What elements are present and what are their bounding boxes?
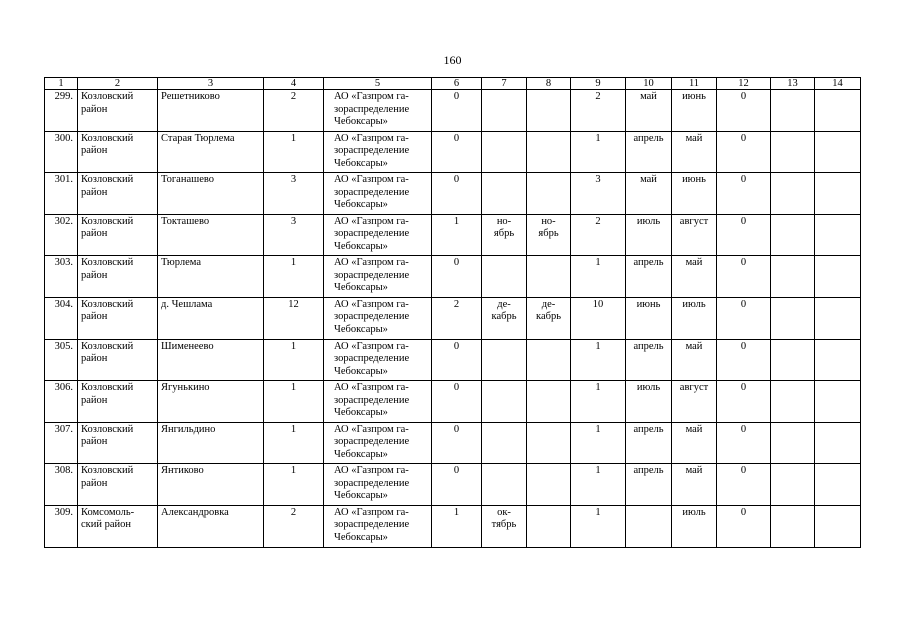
cell-line: ский район bbox=[81, 519, 132, 531]
cell-line: Чебоксары» bbox=[334, 531, 388, 543]
organization-cell bbox=[324, 422, 432, 464]
district-cell bbox=[78, 131, 158, 173]
col-12-cell: 0 bbox=[717, 214, 771, 256]
cell-line: но- bbox=[541, 215, 556, 227]
col-11-cell: май bbox=[672, 131, 717, 173]
col-8-cell bbox=[527, 90, 571, 132]
col-12-cell: 0 bbox=[717, 173, 771, 215]
col-8-cell bbox=[527, 422, 571, 464]
col-14-cell bbox=[815, 339, 861, 381]
settlement-cell: Александровка bbox=[158, 505, 264, 547]
organization-cell bbox=[324, 381, 432, 423]
col-7-cell bbox=[482, 131, 527, 173]
col-10-cell: июнь bbox=[626, 297, 672, 339]
settlement-cell: Ягунькино bbox=[158, 381, 264, 423]
col-13-cell bbox=[771, 339, 815, 381]
header-col-13: 13 bbox=[771, 78, 815, 90]
col-11-cell: август bbox=[672, 214, 717, 256]
table-row bbox=[45, 464, 861, 506]
col-10-cell: апрель bbox=[626, 422, 672, 464]
col-10-cell bbox=[626, 505, 672, 547]
col-8-cell bbox=[527, 297, 571, 339]
col-11-cell: май bbox=[672, 256, 717, 298]
organization-cell bbox=[324, 90, 432, 132]
col-7-cell bbox=[482, 339, 527, 381]
cell-line: кабрь bbox=[536, 311, 561, 323]
cell-line: Козловский bbox=[81, 298, 134, 310]
header-col-10: 10 bbox=[626, 78, 672, 90]
cell-line: район bbox=[81, 436, 108, 448]
col-11-cell: июль bbox=[672, 297, 717, 339]
cell-line: АО «Газпром га- bbox=[334, 382, 409, 394]
table-row bbox=[45, 214, 861, 256]
row-number: 300. bbox=[45, 131, 78, 173]
col-12-cell: 0 bbox=[717, 131, 771, 173]
col-9-cell: 1 bbox=[571, 381, 626, 423]
cell-line: АО «Газпром га- bbox=[334, 506, 409, 518]
col-8-cell bbox=[527, 131, 571, 173]
col-7-cell bbox=[482, 90, 527, 132]
table-row bbox=[45, 297, 861, 339]
col-11-cell: июнь bbox=[672, 90, 717, 132]
organization-cell bbox=[324, 173, 432, 215]
col-14-cell bbox=[815, 422, 861, 464]
organization-cell bbox=[324, 256, 432, 298]
district-cell bbox=[78, 214, 158, 256]
cell-line: зораспределение bbox=[334, 311, 410, 323]
col-6-cell: 0 bbox=[432, 173, 482, 215]
col-12-cell: 0 bbox=[717, 90, 771, 132]
col-8-cell bbox=[527, 339, 571, 381]
cell-line: АО «Газпром га- bbox=[334, 465, 409, 477]
col-6-cell: 0 bbox=[432, 381, 482, 423]
district-cell bbox=[78, 422, 158, 464]
col-7-cell bbox=[482, 214, 527, 256]
col-11-cell: июль bbox=[672, 505, 717, 547]
col-9-cell: 1 bbox=[571, 256, 626, 298]
header-col-9: 9 bbox=[571, 78, 626, 90]
cell-line: ябрь bbox=[538, 228, 559, 240]
col-8-cell bbox=[527, 256, 571, 298]
row-number: 309. bbox=[45, 505, 78, 547]
row-number: 301. bbox=[45, 173, 78, 215]
col-12-cell: 0 bbox=[717, 381, 771, 423]
district-cell bbox=[78, 464, 158, 506]
table-row bbox=[45, 422, 861, 464]
col-9-cell: 2 bbox=[571, 90, 626, 132]
cell-line: зораспределение bbox=[334, 103, 410, 115]
col-12-cell: 0 bbox=[717, 505, 771, 547]
settlement-cell: Старая Тюрлема bbox=[158, 131, 264, 173]
col-14-cell bbox=[815, 505, 861, 547]
district-cell bbox=[78, 256, 158, 298]
header-col-3: 3 bbox=[158, 78, 264, 90]
settlement-cell: Решетниково bbox=[158, 90, 264, 132]
row-number: 299. bbox=[45, 90, 78, 132]
cell-line: Чебоксары» bbox=[334, 407, 388, 419]
cell-line: АО «Газпром га- bbox=[334, 298, 409, 310]
cell-line: район bbox=[81, 103, 108, 115]
settlement-cell: Тюрлема bbox=[158, 256, 264, 298]
cell-line: тябрь bbox=[491, 519, 517, 531]
col-7-cell bbox=[482, 173, 527, 215]
col-10-cell: май bbox=[626, 90, 672, 132]
cell-line: район bbox=[81, 311, 108, 323]
col-7-cell bbox=[482, 464, 527, 506]
col-10-cell: апрель bbox=[626, 131, 672, 173]
cell-line: район bbox=[81, 228, 108, 240]
cell-line: Чебоксары» bbox=[334, 323, 388, 335]
col-4-cell: 1 bbox=[264, 131, 324, 173]
table-body bbox=[45, 90, 861, 548]
organization-cell bbox=[324, 505, 432, 547]
col-4-cell: 1 bbox=[264, 464, 324, 506]
col-4-cell: 2 bbox=[264, 505, 324, 547]
col-4-cell: 1 bbox=[264, 422, 324, 464]
col-4-cell: 1 bbox=[264, 381, 324, 423]
settlement-cell: Янгильдино bbox=[158, 422, 264, 464]
row-number: 306. bbox=[45, 381, 78, 423]
row-number: 303. bbox=[45, 256, 78, 298]
district-cell bbox=[78, 297, 158, 339]
col-6-cell: 0 bbox=[432, 464, 482, 506]
settlement-cell: Тоганашево bbox=[158, 173, 264, 215]
district-cell bbox=[78, 90, 158, 132]
col-11-cell: май bbox=[672, 422, 717, 464]
cell-line: АО «Газпром га- bbox=[334, 340, 409, 352]
cell-line: кабрь bbox=[491, 311, 517, 323]
col-11-cell: июнь bbox=[672, 173, 717, 215]
cell-line: Козловский bbox=[81, 382, 134, 394]
row-number: 308. bbox=[45, 464, 78, 506]
cell-line: район bbox=[81, 269, 108, 281]
col-12-cell: 0 bbox=[717, 422, 771, 464]
col-6-cell: 0 bbox=[432, 256, 482, 298]
col-13-cell bbox=[771, 173, 815, 215]
cell-line: зораспределение bbox=[334, 269, 410, 281]
row-number: 307. bbox=[45, 422, 78, 464]
col-14-cell bbox=[815, 256, 861, 298]
settlement-cell: Янтиково bbox=[158, 464, 264, 506]
cell-line: Козловский bbox=[81, 91, 134, 102]
header-col-6: 6 bbox=[432, 78, 482, 90]
col-12-cell: 0 bbox=[717, 339, 771, 381]
col-8-cell bbox=[527, 214, 571, 256]
col-8-cell bbox=[527, 381, 571, 423]
table-row bbox=[45, 90, 861, 132]
col-9-cell: 1 bbox=[571, 505, 626, 547]
cell-line: Чебоксары» bbox=[334, 490, 388, 502]
cell-line: район bbox=[81, 394, 108, 406]
col-14-cell bbox=[815, 131, 861, 173]
cell-line: Чебоксары» bbox=[334, 157, 388, 169]
col-7-cell bbox=[482, 422, 527, 464]
cell-line: зораспределение bbox=[334, 353, 410, 365]
col-8-cell bbox=[527, 464, 571, 506]
organization-cell bbox=[324, 297, 432, 339]
col-9-cell: 10 bbox=[571, 297, 626, 339]
col-13-cell bbox=[771, 422, 815, 464]
cell-line: ок- bbox=[497, 506, 511, 518]
col-13-cell bbox=[771, 90, 815, 132]
row-number: 304. bbox=[45, 297, 78, 339]
header-col-8: 8 bbox=[527, 78, 571, 90]
col-10-cell: апрель bbox=[626, 464, 672, 506]
settlement-cell: д. Чешлама bbox=[158, 297, 264, 339]
organization-cell bbox=[324, 214, 432, 256]
cell-line: де- bbox=[497, 298, 511, 310]
table-row bbox=[45, 256, 861, 298]
col-10-cell: апрель bbox=[626, 256, 672, 298]
header-col-14: 14 bbox=[815, 78, 861, 90]
col-12-cell: 0 bbox=[717, 297, 771, 339]
col-4-cell: 2 bbox=[264, 90, 324, 132]
cell-line: но- bbox=[496, 215, 512, 227]
cell-line: ябрь bbox=[493, 228, 515, 240]
cell-line: АО «Газпром га- bbox=[334, 174, 409, 186]
col-4-cell: 12 bbox=[264, 297, 324, 339]
cell-line: Козловский bbox=[81, 174, 134, 186]
cell-line: Козловский bbox=[81, 465, 134, 477]
page-number: 160 bbox=[443, 53, 462, 67]
organization-cell bbox=[324, 131, 432, 173]
row-number: 302. bbox=[45, 214, 78, 256]
col-10-cell: июль bbox=[626, 214, 672, 256]
col-6-cell: 1 bbox=[432, 505, 482, 547]
col-6-cell: 0 bbox=[432, 131, 482, 173]
organization-cell bbox=[324, 464, 432, 506]
header-col-12: 12 bbox=[717, 78, 771, 90]
col-4-cell: 3 bbox=[264, 173, 324, 215]
cell-line: Чебоксары» bbox=[334, 240, 388, 252]
cell-line: Козловский bbox=[81, 215, 134, 227]
cell-line: АО «Газпром га- bbox=[334, 132, 409, 144]
cell-line: Козловский bbox=[81, 257, 134, 269]
col-9-cell: 2 bbox=[571, 214, 626, 256]
col-11-cell: май bbox=[672, 339, 717, 381]
cell-line: Козловский bbox=[81, 423, 134, 435]
organization-cell bbox=[324, 339, 432, 381]
cell-line: зораспределение bbox=[334, 145, 410, 157]
col-7-cell bbox=[482, 297, 527, 339]
col-13-cell bbox=[771, 131, 815, 173]
col-9-cell: 1 bbox=[571, 422, 626, 464]
col-14-cell bbox=[815, 464, 861, 506]
col-14-cell bbox=[815, 173, 861, 215]
header-col-7: 7 bbox=[482, 78, 527, 90]
col-10-cell: май bbox=[626, 173, 672, 215]
col-9-cell: 1 bbox=[571, 339, 626, 381]
col-9-cell: 3 bbox=[571, 173, 626, 215]
table-row bbox=[45, 505, 861, 547]
header-col-5: 5 bbox=[324, 78, 432, 90]
cell-line: Козловский bbox=[81, 132, 134, 144]
cell-line: Чебоксары» bbox=[334, 116, 388, 127]
col-12-cell: 0 bbox=[717, 256, 771, 298]
header-col-2: 2 bbox=[78, 78, 158, 90]
cell-line: зораспределение bbox=[334, 436, 410, 448]
col-7-cell bbox=[482, 256, 527, 298]
col-4-cell: 1 bbox=[264, 256, 324, 298]
table-row bbox=[45, 173, 861, 215]
cell-line: зораспределение bbox=[334, 186, 410, 198]
cell-line: Козловский bbox=[81, 340, 134, 352]
col-4-cell: 3 bbox=[264, 214, 324, 256]
col-6-cell: 0 bbox=[432, 90, 482, 132]
col-10-cell: июль bbox=[626, 381, 672, 423]
col-13-cell bbox=[771, 505, 815, 547]
col-13-cell bbox=[771, 464, 815, 506]
gasification-table bbox=[44, 77, 861, 548]
col-13-cell bbox=[771, 297, 815, 339]
cell-line: зораспределение bbox=[334, 228, 410, 240]
col-6-cell: 0 bbox=[432, 422, 482, 464]
cell-line: АО «Газпром га- bbox=[334, 215, 409, 227]
header-col-4: 4 bbox=[264, 78, 324, 90]
cell-line: Чебоксары» bbox=[334, 282, 388, 294]
cell-line: зораспределение bbox=[334, 519, 410, 531]
cell-line: де- bbox=[541, 298, 556, 310]
cell-line: Чебоксары» bbox=[334, 448, 388, 460]
col-14-cell bbox=[815, 297, 861, 339]
table-row bbox=[45, 131, 861, 173]
col-11-cell: май bbox=[672, 464, 717, 506]
cell-line: Комсомоль- bbox=[81, 506, 135, 518]
district-cell bbox=[78, 381, 158, 423]
col-12-cell: 0 bbox=[717, 464, 771, 506]
col-14-cell bbox=[815, 90, 861, 132]
col-9-cell: 1 bbox=[571, 464, 626, 506]
col-6-cell: 1 bbox=[432, 214, 482, 256]
settlement-cell: Шименеево bbox=[158, 339, 264, 381]
district-cell bbox=[78, 173, 158, 215]
col-8-cell bbox=[527, 173, 571, 215]
table-row bbox=[45, 381, 861, 423]
header-col-1: 1 bbox=[45, 78, 78, 90]
col-13-cell bbox=[771, 214, 815, 256]
col-8-cell bbox=[527, 505, 571, 547]
cell-line: район bbox=[81, 353, 108, 365]
table-row bbox=[45, 339, 861, 381]
cell-line: район bbox=[81, 145, 108, 157]
col-7-cell bbox=[482, 505, 527, 547]
col-4-cell: 1 bbox=[264, 339, 324, 381]
col-13-cell bbox=[771, 381, 815, 423]
cell-line: АО «Газпром га- bbox=[334, 423, 409, 435]
header-row bbox=[45, 78, 861, 90]
col-14-cell bbox=[815, 214, 861, 256]
col-7-cell bbox=[482, 381, 527, 423]
col-9-cell: 1 bbox=[571, 131, 626, 173]
col-6-cell: 0 bbox=[432, 339, 482, 381]
header-col-11: 11 bbox=[672, 78, 717, 90]
district-cell bbox=[78, 339, 158, 381]
cell-line: район bbox=[81, 186, 108, 198]
cell-line: АО «Газпром га- bbox=[334, 257, 409, 269]
cell-line: АО «Газпром га- bbox=[334, 91, 409, 102]
col-10-cell: апрель bbox=[626, 339, 672, 381]
col-13-cell bbox=[771, 256, 815, 298]
settlement-cell: Токташево bbox=[158, 214, 264, 256]
cell-line: зораспределение bbox=[334, 394, 410, 406]
cell-line: Чебоксары» bbox=[334, 199, 388, 211]
col-6-cell: 2 bbox=[432, 297, 482, 339]
cell-line: зораспределение bbox=[334, 477, 410, 489]
row-number: 305. bbox=[45, 339, 78, 381]
col-11-cell: август bbox=[672, 381, 717, 423]
cell-line: район bbox=[81, 477, 108, 489]
district-cell bbox=[78, 505, 158, 547]
cell-line: Чебоксары» bbox=[334, 365, 388, 377]
col-14-cell bbox=[815, 381, 861, 423]
